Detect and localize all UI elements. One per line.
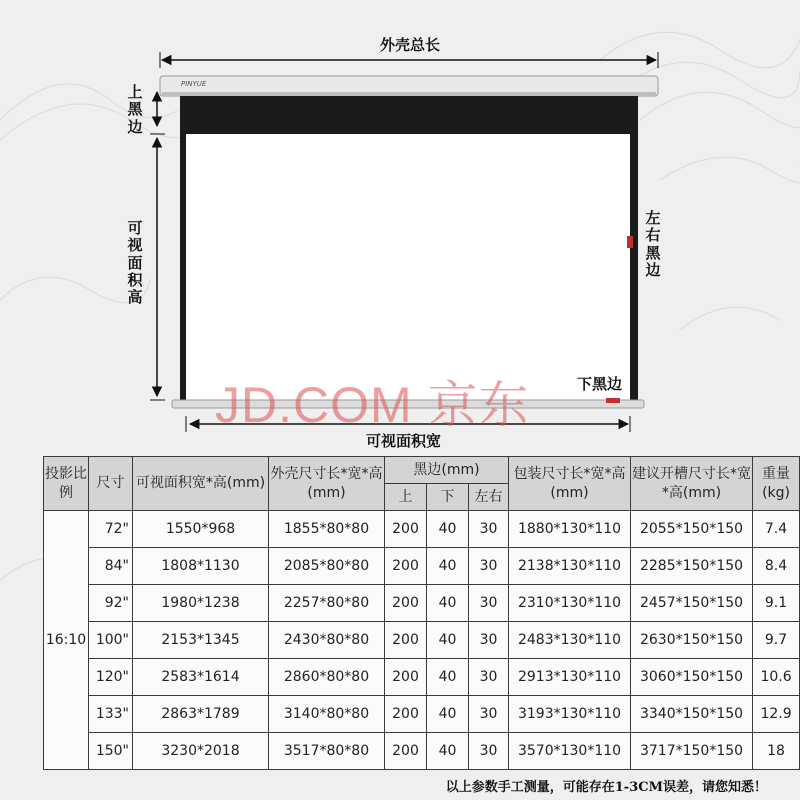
side-cell: 30 xyxy=(469,733,509,770)
top-border-label: 上黑边 xyxy=(127,83,143,136)
top-cell: 200 xyxy=(385,622,427,659)
header-size: 尺寸 xyxy=(89,457,133,511)
jd-watermark: JD.COM 京东 xyxy=(215,377,530,433)
view-cell: 1808*1130 xyxy=(133,548,269,585)
table-row xyxy=(44,511,800,548)
package-cell: 3570*130*110 xyxy=(509,733,631,770)
size-cell: 92" xyxy=(89,585,133,622)
header-border-group: 黑边(mm) xyxy=(385,457,509,484)
header-package-size: 包装尺寸长*宽*高(mm) xyxy=(509,457,631,511)
size-cell: 133" xyxy=(89,696,133,733)
table-row xyxy=(44,733,800,770)
header-border-side: 左右 xyxy=(469,484,509,511)
header-ratio: 投影比例 xyxy=(44,457,89,511)
table-row xyxy=(44,548,800,585)
weight-cell: 18 xyxy=(753,733,800,770)
view-cell: 3230*2018 xyxy=(133,733,269,770)
side-cell: 30 xyxy=(469,511,509,548)
size-cell: 150" xyxy=(89,733,133,770)
bottom-cell: 40 xyxy=(427,585,469,622)
header-border-top: 上 xyxy=(385,484,427,511)
table-row xyxy=(44,622,800,659)
case-cell: 2257*80*80 xyxy=(269,585,385,622)
case-cell: 3517*80*80 xyxy=(269,733,385,770)
package-cell: 2483*130*110 xyxy=(509,622,631,659)
case-length-label: 外壳总长 xyxy=(380,36,441,54)
side-cell: 30 xyxy=(469,585,509,622)
header-case-size: 外壳尺寸长*宽*高(mm) xyxy=(269,457,385,511)
weight-cell: 9.7 xyxy=(753,622,800,659)
slot-cell: 3060*150*150 xyxy=(631,659,753,696)
header-border-bottom: 下 xyxy=(427,484,469,511)
slot-cell: 3340*150*150 xyxy=(631,696,753,733)
side-cell: 30 xyxy=(469,696,509,733)
view-height-label: 可视面积高 xyxy=(127,219,143,306)
case-cell: 2860*80*80 xyxy=(269,659,385,696)
top-cell: 200 xyxy=(385,696,427,733)
package-cell: 2913*130*110 xyxy=(509,659,631,696)
slot-cell: 2630*150*150 xyxy=(631,622,753,659)
slot-cell: 2285*150*150 xyxy=(631,548,753,585)
view-width-label: 可视面积宽 xyxy=(366,432,442,450)
case-cell: 2085*80*80 xyxy=(269,548,385,585)
weight-cell: 9.1 xyxy=(753,585,800,622)
table-row xyxy=(44,585,800,622)
side-cell: 30 xyxy=(469,622,509,659)
weight-cell: 10.6 xyxy=(753,659,800,696)
size-cell: 120" xyxy=(89,659,133,696)
measurement-note: 以上参数手工测量，可能存在1-3CM误差，请您知悉！ xyxy=(445,780,767,795)
spec-table xyxy=(43,456,800,770)
bottom-cell: 40 xyxy=(427,511,469,548)
weight-cell: 8.4 xyxy=(753,548,800,585)
slot-cell: 2457*150*150 xyxy=(631,585,753,622)
size-cell: 100" xyxy=(89,622,133,659)
bottom-cell: 40 xyxy=(427,622,469,659)
view-cell: 1550*968 xyxy=(133,511,269,548)
view-cell: 2863*1789 xyxy=(133,696,269,733)
side-cell: 30 xyxy=(469,659,509,696)
weight-cell: 7.4 xyxy=(753,511,800,548)
top-cell: 200 xyxy=(385,511,427,548)
header-view-area: 可视面积宽*高(mm) xyxy=(133,457,269,511)
case-cell: 3140*80*80 xyxy=(269,696,385,733)
view-cell: 2153*1345 xyxy=(133,622,269,659)
header-weight: 重量(kg) xyxy=(753,457,800,511)
side-border-label: 左右黑边 xyxy=(645,209,661,279)
package-cell: 3193*130*110 xyxy=(509,696,631,733)
ratio-cell: 16:10 xyxy=(44,511,89,770)
top-cell: 200 xyxy=(385,585,427,622)
top-cell: 200 xyxy=(385,548,427,585)
view-cell: 1980*1238 xyxy=(133,585,269,622)
view-cell: 2583*1614 xyxy=(133,659,269,696)
package-cell: 1880*130*110 xyxy=(509,511,631,548)
weight-cell: 12.9 xyxy=(753,696,800,733)
bottom-border-label: 下黑边 xyxy=(577,375,623,393)
slot-cell: 2055*150*150 xyxy=(631,511,753,548)
bottom-cell: 40 xyxy=(427,733,469,770)
table-row xyxy=(44,696,800,733)
screen-view-area xyxy=(186,134,630,400)
case-cell: 1855*80*80 xyxy=(269,511,385,548)
top-cell: 200 xyxy=(385,659,427,696)
case-cell: 2430*80*80 xyxy=(269,622,385,659)
package-cell: 2138*130*110 xyxy=(509,548,631,585)
bottom-cell: 40 xyxy=(427,659,469,696)
brand-logo: PINYUE xyxy=(181,80,207,88)
side-cell: 30 xyxy=(469,548,509,585)
bottom-cell: 40 xyxy=(427,548,469,585)
size-cell: 84" xyxy=(89,548,133,585)
table-row xyxy=(44,659,800,696)
header-slot-size: 建议开槽尺寸长*宽*高(mm) xyxy=(631,457,753,511)
bottom-cell: 40 xyxy=(427,696,469,733)
size-cell: 72" xyxy=(89,511,133,548)
slot-cell: 3717*150*150 xyxy=(631,733,753,770)
top-cell: 200 xyxy=(385,733,427,770)
package-cell: 2310*130*110 xyxy=(509,585,631,622)
